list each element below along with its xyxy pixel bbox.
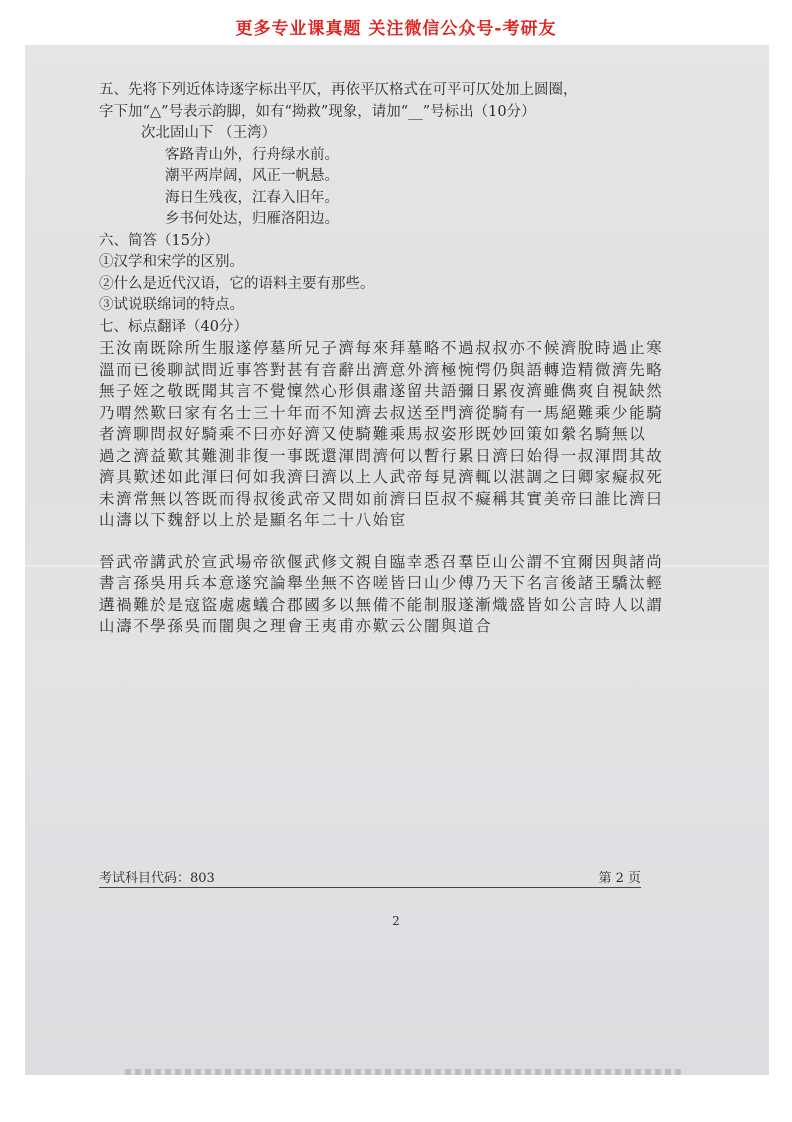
poem-line: 乡书何处达，归雁洛阳边。 [165, 211, 339, 227]
section6-item: ②什么是近代汉语，它的语料主要有那些。 [99, 275, 375, 292]
section6-heading: 六、简答（15分） [99, 232, 219, 249]
passage2-line: 晉武帝講武於宣武場帝欲偃武修文親自臨幸悉召羣臣山公謂不宜爾因與諸尚 [99, 552, 664, 571]
passage1-line: 未濟常無以答既而得叔後武帝又問如前濟曰臣叔不癡稱其實美帝曰誰比濟曰 [99, 489, 664, 508]
page-label: 第 2 页 [598, 871, 641, 886]
passage1-line: 乃喟然歎曰家有名士三十年而不知濟去叔送至門濟從騎有一馬絕難乘少能騎 [99, 403, 664, 422]
passage1-line: 山濤以下魏舒以上於是顯名年二十八始宦 [99, 511, 407, 529]
page-number: 2 [392, 914, 400, 928]
passage1-line: 過之濟益歎其難測非復一事既還渾問濟何以暫行累日濟曰始得一叔渾問其故 [99, 446, 664, 465]
footer-rule [99, 887, 641, 888]
poem-line: 海日生残夜，江春入旧年。 [165, 189, 339, 206]
exam-content [99, 80, 664, 638]
section5-line1: 五、先将下列近体诗逐字标出平仄，再依平仄格式在可平可仄处加上圆圈， [99, 82, 578, 98]
passage1-line: 者濟聊問叔好騎乘不曰亦好濟又使騎難乘馬叔姿形既妙回策如縈名騎無以 [99, 425, 647, 443]
section6-item: ③试说联绵词的特点。 [99, 297, 244, 313]
section7-heading: 七、标点翻译（40分） [99, 318, 248, 335]
poem-title: 次北固山下 （王湾） [141, 125, 277, 141]
section5-line2: 字下加“△”号表示韵脚，如有“拗救”现象，请加“__”号标出（10分） [99, 103, 536, 120]
exam-code-label: 考试科目代码：803 [99, 871, 215, 886]
section6-item: ①汉学和宋学的区别。 [99, 254, 244, 270]
banner-text: 更多专业课真题 关注微信公众号-考研友 [235, 19, 557, 39]
passage-gap [99, 532, 659, 552]
passage1-line: 溫而已後聊試問近事答對甚有音辭出濟意外濟極惋愕仍與語轉造精微濟先略 [99, 360, 664, 379]
passage1-line: 濟具歎述如此渾曰何如我濟曰濟以上人武帝每見濟輒以湛調之曰卿家癡叔死 [99, 468, 664, 486]
bottom-bleed-through [125, 1069, 685, 1075]
passage1-line: 無子姪之敬既聞其言不覺懍然心形俱肅遂留共語彌日累夜濟雖儁爽自視缺然 [99, 382, 664, 400]
poem-line: 客路青山外，行舟绿水前。 [165, 146, 339, 163]
poem-line: 潮平两岸阔，风正一帆悬。 [165, 168, 339, 184]
passage1-line: 王汝南既除所生服遂停墓所兄子濟每來拜墓略不過叔叔亦不候濟脫時過止寒 [99, 339, 664, 357]
passage2-line: 遘禍難於是寇盜處處蟻合郡國多以無備不能制服遂漸熾盛皆如公言時人以謂 [99, 595, 664, 614]
passage2-line: 山濤不學孫吳而闇與之理會王夷甫亦歎云公闇與道合 [99, 617, 493, 635]
passage2-line: 書言孫吳用兵本意遂究論舉坐無不咨嗟皆曰山少傅乃天下名言後諸王驕汰輕 [99, 574, 664, 592]
